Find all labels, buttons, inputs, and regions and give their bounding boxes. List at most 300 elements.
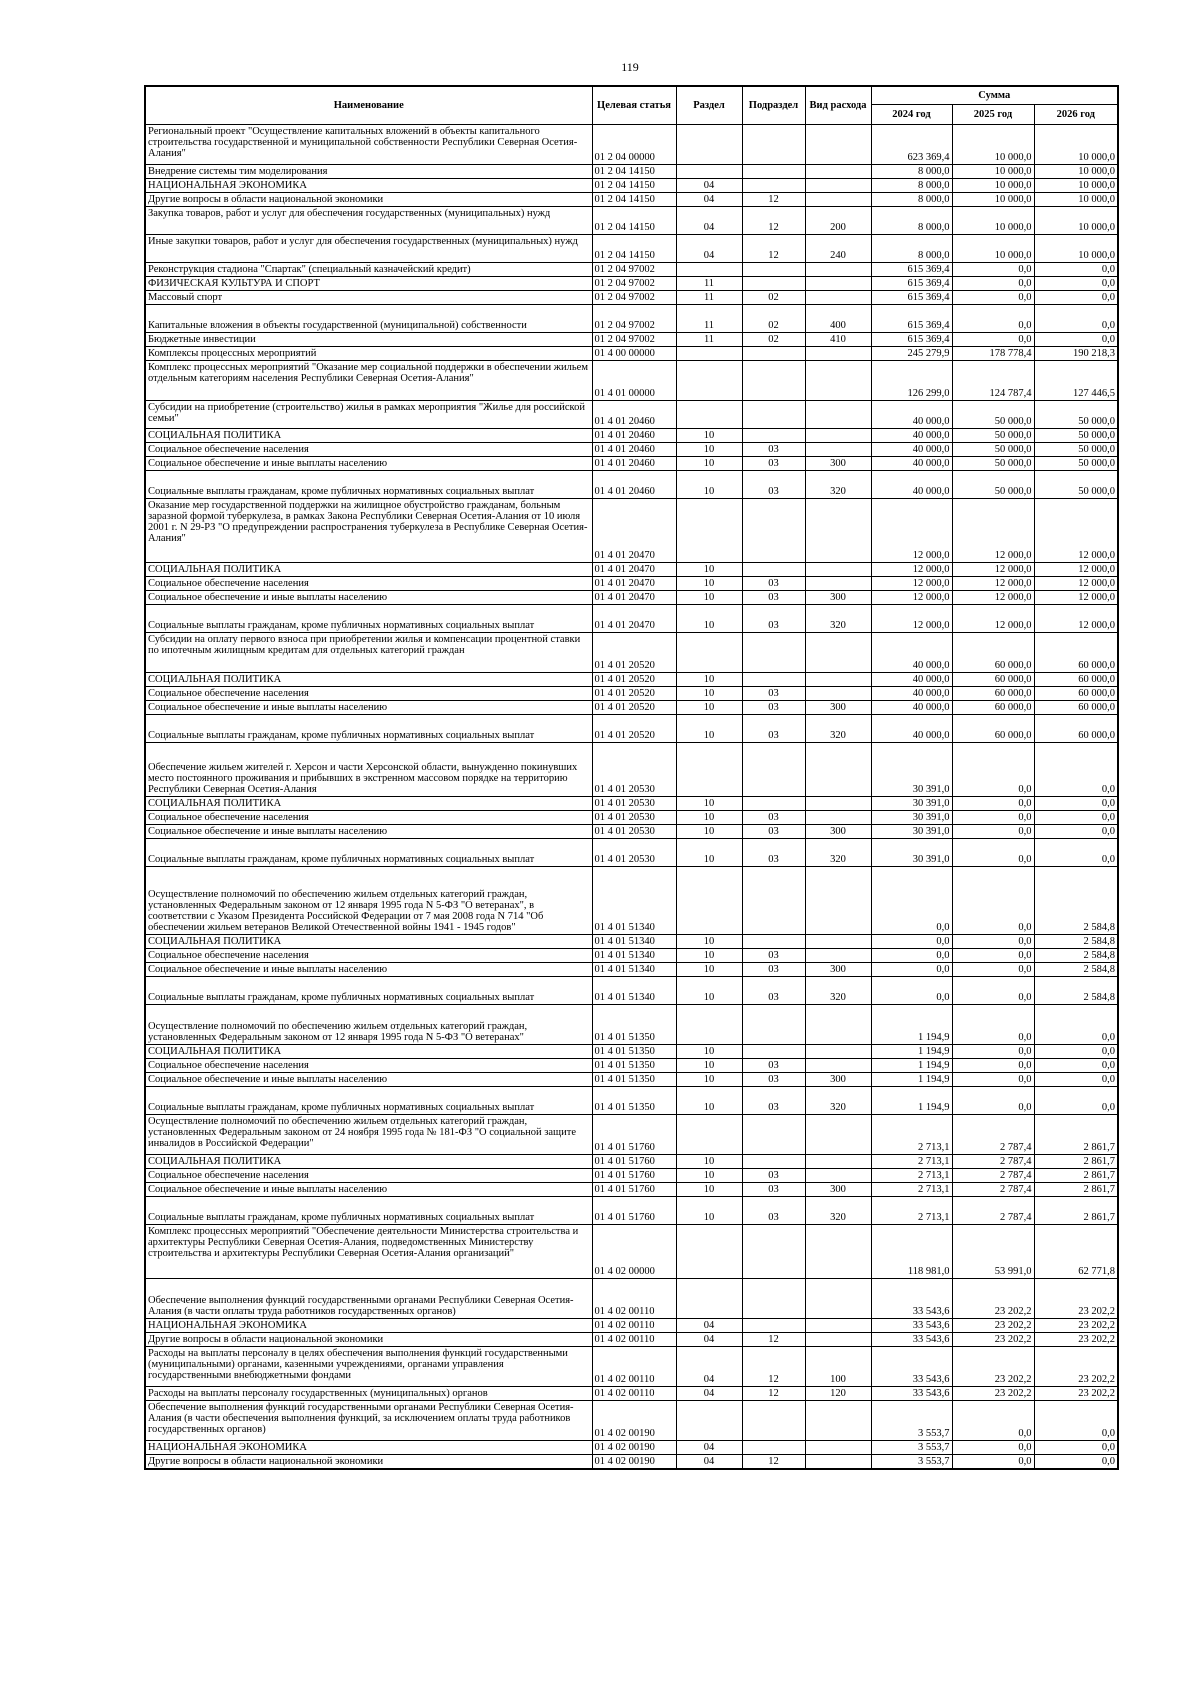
row-amount-2026: 10 000,0: [1034, 207, 1118, 235]
row-subsection: 03: [742, 811, 805, 825]
row-section: [676, 633, 742, 673]
table-row: [145, 1169, 1118, 1183]
row-section: 10: [676, 811, 742, 825]
row-name: Другие вопросы в области национальной экономики: [145, 1455, 592, 1470]
row-amount-2024: 2 713,1: [871, 1183, 952, 1197]
row-expense-type: [805, 1441, 871, 1455]
table-row: [145, 235, 1118, 263]
row-subsection: [742, 1005, 805, 1045]
row-section: 10: [676, 457, 742, 471]
row-amount-2024: 0,0: [871, 963, 952, 977]
row-amount-2026: 23 202,2: [1034, 1333, 1118, 1347]
row-name: Другие вопросы в области национальной экономики: [145, 1333, 592, 1347]
row-name: ФИЗИЧЕСКАЯ КУЛЬТУРА И СПОРТ: [145, 277, 592, 291]
row-subsection: 03: [742, 1073, 805, 1087]
row-amount-2026: 50 000,0: [1034, 401, 1118, 429]
row-amount-2025: 23 202,2: [952, 1279, 1034, 1319]
row-section: 10: [676, 471, 742, 499]
row-amount-2026: 60 000,0: [1034, 701, 1118, 715]
row-name: Социальное обеспечение и иные выплаты населению: [145, 1183, 592, 1197]
table-row: [145, 1441, 1118, 1455]
row-amount-2024: 2 713,1: [871, 1169, 952, 1183]
row-code: 01 4 01 20520: [592, 633, 676, 673]
row-section: 10: [676, 577, 742, 591]
row-section: [676, 125, 742, 165]
row-amount-2025: 23 202,2: [952, 1319, 1034, 1333]
row-section: 10: [676, 1183, 742, 1197]
table-header: [145, 86, 1118, 125]
row-expense-type: [805, 1401, 871, 1441]
row-amount-2024: 126 299,0: [871, 361, 952, 401]
row-subsection: 03: [742, 963, 805, 977]
row-amount-2025: 50 000,0: [952, 471, 1034, 499]
row-expense-type: [805, 443, 871, 457]
row-name: Комплекс процессных мероприятий "Оказание мер социальной поддержки в обеспечении жильем отдельным категориям населения Республики Северная Осетия-Алания": [145, 361, 592, 401]
row-amount-2026: 0,0: [1034, 1087, 1118, 1115]
row-amount-2024: 245 279,9: [871, 347, 952, 361]
row-name: Социальное обеспечение населения: [145, 443, 592, 457]
row-amount-2025: 12 000,0: [952, 605, 1034, 633]
table-row: [145, 165, 1118, 179]
row-amount-2025: 0,0: [952, 797, 1034, 811]
row-amount-2024: 615 369,4: [871, 277, 952, 291]
row-expense-type: 320: [805, 1197, 871, 1225]
row-subsection: [742, 1045, 805, 1059]
row-amount-2024: 3 553,7: [871, 1441, 952, 1455]
row-amount-2025: 12 000,0: [952, 577, 1034, 591]
row-amount-2024: 33 543,6: [871, 1333, 952, 1347]
table-row: [145, 291, 1118, 305]
row-code: 01 4 01 51760: [592, 1155, 676, 1169]
row-amount-2026: 0,0: [1034, 1005, 1118, 1045]
row-amount-2024: 30 391,0: [871, 839, 952, 867]
row-subsection: 03: [742, 977, 805, 1005]
row-code: 01 4 01 51340: [592, 963, 676, 977]
row-amount-2026: 60 000,0: [1034, 673, 1118, 687]
table-row: [145, 1319, 1118, 1333]
row-code: 01 4 01 20470: [592, 591, 676, 605]
row-section: 10: [676, 429, 742, 443]
row-amount-2025: 50 000,0: [952, 457, 1034, 471]
row-amount-2024: 30 391,0: [871, 743, 952, 797]
table-row: [145, 429, 1118, 443]
row-amount-2025: 0,0: [952, 825, 1034, 839]
row-expense-type: [805, 1319, 871, 1333]
row-amount-2026: 12 000,0: [1034, 591, 1118, 605]
row-subsection: 03: [742, 1087, 805, 1115]
row-amount-2024: 0,0: [871, 949, 952, 963]
row-name: Социальные выплаты гражданам, кроме публичных нормативных социальных выплат: [145, 839, 592, 867]
table-row: [145, 701, 1118, 715]
table-row: [145, 825, 1118, 839]
table-row: [145, 687, 1118, 701]
row-code: 01 4 01 20520: [592, 673, 676, 687]
table-row: [145, 977, 1118, 1005]
row-name: СОЦИАЛЬНАЯ ПОЛИТИКА: [145, 1045, 592, 1059]
row-amount-2025: 0,0: [952, 1045, 1034, 1059]
row-amount-2025: 0,0: [952, 811, 1034, 825]
row-amount-2024: 623 369,4: [871, 125, 952, 165]
row-name: Обеспечение выполнения функций государственными органами Республики Северная Осетия-Алания (в части обеспечения выполнения функций, за исключением оплаты труда работников государственных органов): [145, 1401, 592, 1441]
row-amount-2025: 0,0: [952, 1455, 1034, 1470]
row-expense-type: 300: [805, 825, 871, 839]
row-name: Закупка товаров, работ и услуг для обеспечения государственных (муниципальных) нужд: [145, 207, 592, 235]
row-expense-type: 300: [805, 701, 871, 715]
row-subsection: 12: [742, 1455, 805, 1470]
row-name: Осуществление полномочий по обеспечению жильем отдельных категорий граждан, установленных Федеральным законом от 24 ноября 1995 года № 181-ФЗ "О социальной защите инвалидов в Российской Федерации": [145, 1115, 592, 1155]
row-amount-2025: 50 000,0: [952, 429, 1034, 443]
row-amount-2025: 0,0: [952, 305, 1034, 333]
row-code: 01 2 04 14150: [592, 207, 676, 235]
row-section: 10: [676, 825, 742, 839]
row-code: 01 4 01 20520: [592, 687, 676, 701]
row-section: 04: [676, 1455, 742, 1470]
row-name: НАЦИОНАЛЬНАЯ ЭКОНОМИКА: [145, 1441, 592, 1455]
table-row: [145, 457, 1118, 471]
row-code: 01 2 04 97002: [592, 333, 676, 347]
row-expense-type: [805, 193, 871, 207]
table-row: [145, 1387, 1118, 1401]
row-subsection: 02: [742, 333, 805, 347]
row-subsection: 03: [742, 1197, 805, 1225]
row-subsection: 03: [742, 701, 805, 715]
row-amount-2026: 62 771,8: [1034, 1225, 1118, 1279]
row-code: 01 4 01 20470: [592, 563, 676, 577]
row-subsection: [742, 1155, 805, 1169]
row-section: 10: [676, 935, 742, 949]
row-expense-type: 300: [805, 1183, 871, 1197]
header-year-2024: 2024 год: [871, 105, 952, 125]
row-section: 10: [676, 591, 742, 605]
row-section: 10: [676, 1155, 742, 1169]
row-amount-2024: 40 000,0: [871, 401, 952, 429]
row-name: Социальное обеспечение населения: [145, 1059, 592, 1073]
row-amount-2026: 0,0: [1034, 333, 1118, 347]
row-name: Осуществление полномочий по обеспечению жильем отдельных категорий граждан, установленных Федеральным законом от 12 января 1995 года N 5-ФЗ "О ветеранах": [145, 1005, 592, 1045]
row-amount-2025: 2 787,4: [952, 1115, 1034, 1155]
row-amount-2025: 0,0: [952, 263, 1034, 277]
header-year-2026: 2026 год: [1034, 105, 1118, 125]
row-amount-2025: 10 000,0: [952, 193, 1034, 207]
row-section: 10: [676, 977, 742, 1005]
row-amount-2025: 2 787,4: [952, 1169, 1034, 1183]
page-number: 119: [621, 60, 639, 74]
row-amount-2026: 2 861,7: [1034, 1115, 1118, 1155]
row-expense-type: [805, 1279, 871, 1319]
table-row: [145, 673, 1118, 687]
row-amount-2026: 23 202,2: [1034, 1279, 1118, 1319]
row-amount-2024: 0,0: [871, 867, 952, 935]
row-expense-type: [805, 1225, 871, 1279]
row-expense-type: 240: [805, 235, 871, 263]
header-year-2025: 2025 год: [952, 105, 1034, 125]
row-amount-2025: 10 000,0: [952, 235, 1034, 263]
row-section: 04: [676, 207, 742, 235]
row-amount-2025: 0,0: [952, 867, 1034, 935]
row-name: НАЦИОНАЛЬНАЯ ЭКОНОМИКА: [145, 1319, 592, 1333]
row-expense-type: [805, 165, 871, 179]
row-amount-2025: 10 000,0: [952, 125, 1034, 165]
row-amount-2026: 0,0: [1034, 743, 1118, 797]
row-code: 01 4 02 00190: [592, 1441, 676, 1455]
table-row: [145, 305, 1118, 333]
table-row: [145, 277, 1118, 291]
row-amount-2025: 0,0: [952, 839, 1034, 867]
row-code: 01 4 01 20520: [592, 715, 676, 743]
row-amount-2024: 40 000,0: [871, 687, 952, 701]
row-amount-2025: 0,0: [952, 743, 1034, 797]
row-name: Реконструкция стадиона "Спартак" (специальный казначейский кредит): [145, 263, 592, 277]
row-amount-2026: 0,0: [1034, 277, 1118, 291]
row-amount-2026: 10 000,0: [1034, 125, 1118, 165]
row-name: Обеспечение выполнения функций государственными органами Республики Северная Осетия-Алания (в части оплаты труда работников государственных органов): [145, 1279, 592, 1319]
row-code: 01 4 01 20520: [592, 701, 676, 715]
row-expense-type: 320: [805, 715, 871, 743]
row-amount-2025: 50 000,0: [952, 401, 1034, 429]
row-name: Социальные выплаты гражданам, кроме публичных нормативных социальных выплат: [145, 471, 592, 499]
table-row: [145, 443, 1118, 457]
row-amount-2024: 2 713,1: [871, 1197, 952, 1225]
row-amount-2025: 0,0: [952, 277, 1034, 291]
row-amount-2025: 2 787,4: [952, 1197, 1034, 1225]
table-row: [145, 1333, 1118, 1347]
row-code: 01 4 02 00190: [592, 1401, 676, 1441]
row-section: [676, 1401, 742, 1441]
row-code: 01 2 04 14150: [592, 179, 676, 193]
header-code: Целевая статья: [592, 86, 676, 125]
row-amount-2026: 10 000,0: [1034, 179, 1118, 193]
row-expense-type: [805, 1045, 871, 1059]
row-section: [676, 867, 742, 935]
row-amount-2024: 12 000,0: [871, 499, 952, 563]
row-amount-2026: 23 202,2: [1034, 1347, 1118, 1387]
row-code: 01 2 04 97002: [592, 263, 676, 277]
row-amount-2024: 40 000,0: [871, 429, 952, 443]
row-code: 01 4 01 20460: [592, 457, 676, 471]
row-amount-2024: 40 000,0: [871, 673, 952, 687]
row-amount-2026: 10 000,0: [1034, 235, 1118, 263]
table-row: [145, 797, 1118, 811]
row-subsection: [742, 361, 805, 401]
row-amount-2026: 50 000,0: [1034, 443, 1118, 457]
row-amount-2024: 8 000,0: [871, 207, 952, 235]
row-section: 10: [676, 673, 742, 687]
row-subsection: [742, 277, 805, 291]
row-expense-type: [805, 673, 871, 687]
row-amount-2025: 0,0: [952, 333, 1034, 347]
row-name: Субсидии на оплату первого взноса при приобретении жилья и компенсации процентной ставки по ипотечным жилищным кредитам для отдельных категорий граждан: [145, 633, 592, 673]
row-section: [676, 1279, 742, 1319]
row-expense-type: 120: [805, 1387, 871, 1401]
row-name: СОЦИАЛЬНАЯ ПОЛИТИКА: [145, 797, 592, 811]
table-row: [145, 811, 1118, 825]
row-expense-type: [805, 797, 871, 811]
row-section: 04: [676, 193, 742, 207]
row-section: [676, 361, 742, 401]
row-subsection: 12: [742, 1347, 805, 1387]
row-amount-2026: 12 000,0: [1034, 605, 1118, 633]
row-amount-2026: 10 000,0: [1034, 165, 1118, 179]
row-subsection: 03: [742, 825, 805, 839]
row-expense-type: 300: [805, 963, 871, 977]
table-row: [145, 179, 1118, 193]
row-amount-2024: 40 000,0: [871, 443, 952, 457]
row-subsection: 02: [742, 305, 805, 333]
row-amount-2026: 2 861,7: [1034, 1169, 1118, 1183]
row-subsection: [742, 125, 805, 165]
row-amount-2026: 127 446,5: [1034, 361, 1118, 401]
table-row: [145, 633, 1118, 673]
row-expense-type: [805, 1455, 871, 1470]
row-name: Расходы на выплаты персоналу в целях обеспечения выполнения функций государственными (муниципальными) органами, казенными учреждениями, органами управления государственными внебюджетными фондами: [145, 1347, 592, 1387]
row-subsection: [742, 1279, 805, 1319]
row-subsection: 03: [742, 1169, 805, 1183]
row-amount-2026: 2 584,8: [1034, 867, 1118, 935]
table-row: [145, 1197, 1118, 1225]
row-name: Социальное обеспечение населения: [145, 949, 592, 963]
row-expense-type: [805, 1155, 871, 1169]
row-amount-2026: 10 000,0: [1034, 193, 1118, 207]
table-body: [145, 125, 1118, 1470]
row-expense-type: [805, 949, 871, 963]
row-amount-2026: 0,0: [1034, 1045, 1118, 1059]
row-section: 04: [676, 1387, 742, 1401]
header-section: Раздел: [676, 86, 742, 125]
row-section: [676, 401, 742, 429]
row-subsection: [742, 401, 805, 429]
row-amount-2024: 118 981,0: [871, 1225, 952, 1279]
row-amount-2025: 0,0: [952, 935, 1034, 949]
row-name: Социальные выплаты гражданам, кроме публичных нормативных социальных выплат: [145, 1197, 592, 1225]
row-amount-2025: 2 787,4: [952, 1155, 1034, 1169]
row-amount-2026: 0,0: [1034, 839, 1118, 867]
table-row: [145, 471, 1118, 499]
row-amount-2026: 0,0: [1034, 291, 1118, 305]
row-section: [676, 1005, 742, 1045]
row-amount-2024: 3 553,7: [871, 1455, 952, 1470]
row-section: [676, 347, 742, 361]
row-subsection: 03: [742, 471, 805, 499]
row-code: 01 4 02 00000: [592, 1225, 676, 1279]
row-expense-type: [805, 935, 871, 949]
row-amount-2024: 33 543,6: [871, 1347, 952, 1387]
row-amount-2026: 0,0: [1034, 1441, 1118, 1455]
row-amount-2025: 0,0: [952, 1401, 1034, 1441]
row-expense-type: 410: [805, 333, 871, 347]
row-subsection: 12: [742, 235, 805, 263]
row-amount-2024: 615 369,4: [871, 333, 952, 347]
row-code: 01 2 04 00000: [592, 125, 676, 165]
row-amount-2025: 12 000,0: [952, 499, 1034, 563]
header-expense-type: Вид расхода: [805, 86, 871, 125]
row-amount-2025: 0,0: [952, 963, 1034, 977]
row-name: Социальное обеспечение и иные выплаты населению: [145, 825, 592, 839]
row-name: Социальное обеспечение и иные выплаты населению: [145, 701, 592, 715]
row-code: 01 4 01 20470: [592, 499, 676, 563]
row-amount-2025: 60 000,0: [952, 687, 1034, 701]
row-expense-type: [805, 577, 871, 591]
row-code: 01 4 02 00110: [592, 1387, 676, 1401]
row-amount-2024: 1 194,9: [871, 1073, 952, 1087]
row-name: СОЦИАЛЬНАЯ ПОЛИТИКА: [145, 1155, 592, 1169]
row-code: 01 4 01 51340: [592, 977, 676, 1005]
row-subsection: [742, 935, 805, 949]
row-expense-type: 320: [805, 605, 871, 633]
header-subsection: Подраздел: [742, 86, 805, 125]
row-name: Внедрение системы тим моделирования: [145, 165, 592, 179]
row-section: [676, 1115, 742, 1155]
table-row: [145, 949, 1118, 963]
row-name: СОЦИАЛЬНАЯ ПОЛИТИКА: [145, 563, 592, 577]
table-row: [145, 401, 1118, 429]
row-subsection: 12: [742, 1333, 805, 1347]
table-row: [145, 1073, 1118, 1087]
row-name: Обеспечение жильем жителей г. Херсон и части Херсонской области, вынужденно покинувших место постоянного проживания и прибывших в экстренном массовом порядке на территорию Республики Северная Осетия-Алания: [145, 743, 592, 797]
row-amount-2025: 53 991,0: [952, 1225, 1034, 1279]
row-section: [676, 743, 742, 797]
row-amount-2024: 0,0: [871, 935, 952, 949]
table-row: [145, 1087, 1118, 1115]
row-section: 10: [676, 797, 742, 811]
row-amount-2026: 0,0: [1034, 263, 1118, 277]
row-subsection: [742, 867, 805, 935]
row-name: Социальное обеспечение населения: [145, 577, 592, 591]
row-amount-2026: 0,0: [1034, 1455, 1118, 1470]
row-expense-type: [805, 361, 871, 401]
row-expense-type: 300: [805, 1073, 871, 1087]
row-expense-type: [805, 811, 871, 825]
row-section: 04: [676, 179, 742, 193]
row-expense-type: [805, 277, 871, 291]
row-amount-2024: 40 000,0: [871, 633, 952, 673]
row-code: 01 4 01 51340: [592, 867, 676, 935]
table-row: [145, 1115, 1118, 1155]
row-amount-2025: 0,0: [952, 291, 1034, 305]
row-code: 01 4 02 00190: [592, 1455, 676, 1470]
row-amount-2025: 0,0: [952, 1441, 1034, 1455]
row-amount-2024: 33 543,6: [871, 1319, 952, 1333]
row-section: 10: [676, 963, 742, 977]
row-subsection: [742, 179, 805, 193]
row-subsection: [742, 429, 805, 443]
row-amount-2024: 1 194,9: [871, 1059, 952, 1073]
row-amount-2026: 0,0: [1034, 811, 1118, 825]
table-row: [145, 207, 1118, 235]
row-amount-2025: 23 202,2: [952, 1387, 1034, 1401]
row-section: 11: [676, 277, 742, 291]
row-name: Расходы на выплаты персоналу государственных (муниципальных) органов: [145, 1387, 592, 1401]
row-code: 01 4 01 20530: [592, 839, 676, 867]
row-amount-2024: 30 391,0: [871, 825, 952, 839]
row-subsection: 03: [742, 839, 805, 867]
row-code: 01 4 00 00000: [592, 347, 676, 361]
row-name: СОЦИАЛЬНАЯ ПОЛИТИКА: [145, 673, 592, 687]
row-amount-2026: 2 861,7: [1034, 1197, 1118, 1225]
row-amount-2026: 190 218,3: [1034, 347, 1118, 361]
row-amount-2026: 60 000,0: [1034, 687, 1118, 701]
row-name: Социальные выплаты гражданам, кроме публичных нормативных социальных выплат: [145, 1087, 592, 1115]
row-section: 10: [676, 1073, 742, 1087]
row-amount-2025: 0,0: [952, 1005, 1034, 1045]
row-section: 10: [676, 715, 742, 743]
table-row: [145, 715, 1118, 743]
row-subsection: [742, 743, 805, 797]
row-amount-2026: 2 584,8: [1034, 949, 1118, 963]
row-code: 01 4 01 00000: [592, 361, 676, 401]
row-amount-2024: 33 543,6: [871, 1279, 952, 1319]
row-subsection: 03: [742, 715, 805, 743]
row-code: 01 4 01 51350: [592, 1087, 676, 1115]
